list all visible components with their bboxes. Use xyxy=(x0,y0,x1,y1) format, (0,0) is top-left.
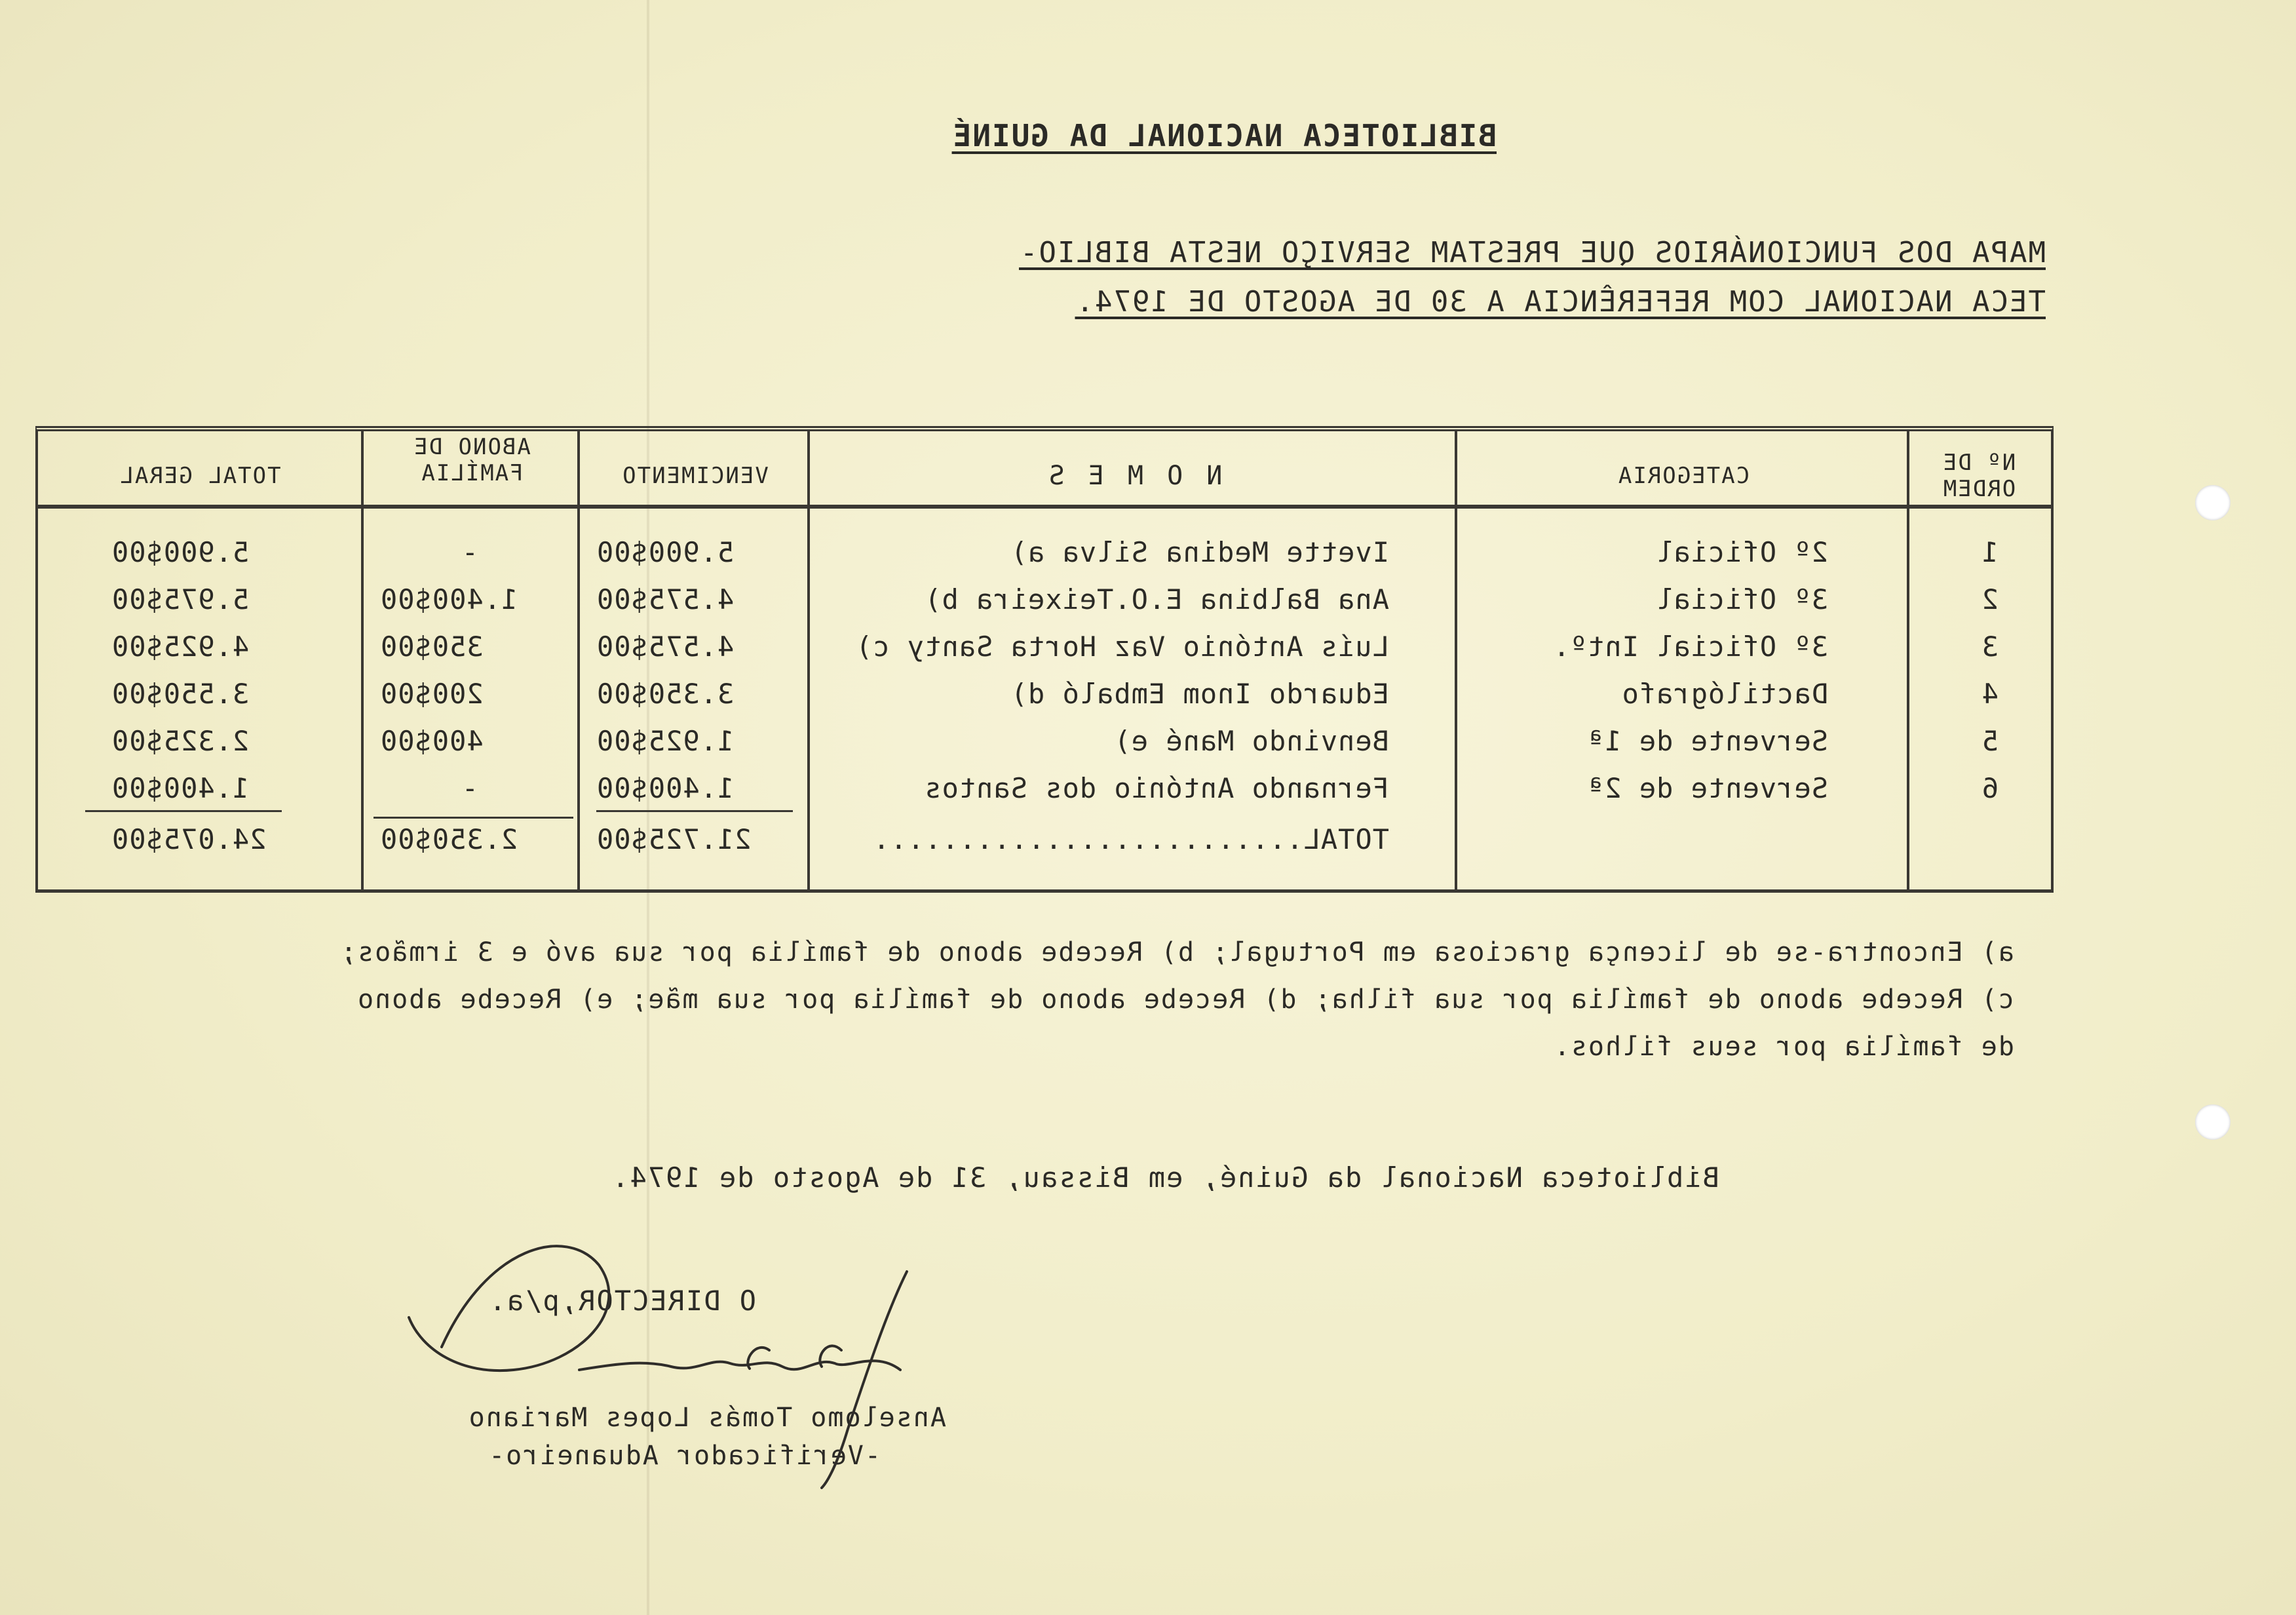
cell-ordem: 3 xyxy=(1981,631,1999,663)
cell-nome: Benvindo Mané e) xyxy=(1113,725,1389,757)
cell-abono: - xyxy=(461,536,478,568)
cell-vencimento: 3.350$00 xyxy=(596,678,735,710)
header-abono: ABONO DE FAMÍLIA xyxy=(413,434,531,486)
cell-abono: 1.400$00 xyxy=(380,583,518,615)
cell-nome: Ana Balbina E.O.Teixeira b) xyxy=(924,583,1389,615)
cell-vencimento: 5.900$00 xyxy=(596,536,735,568)
note-line2: c) Recebe abono de família por sua filha; d) Recebe abono de família por sua mãe; e) Recebe abono xyxy=(356,984,2014,1015)
cell-total: 3.550$00 xyxy=(111,678,250,710)
cell-ordem: 6 xyxy=(1981,772,1999,804)
cell-nome: Ivette Medina Silva a) xyxy=(1010,536,1389,568)
cell-nome: Fernando António dos Santos xyxy=(924,772,1389,804)
totals-vencimento: 21.725$00 xyxy=(596,823,752,855)
cell-ordem: 5 xyxy=(1981,725,1999,757)
header-total: TOTAL GERAL xyxy=(119,463,281,489)
place-date: Biblioteca Nacional da Guiné, em Bissau, 31 de Agosto de 1974. xyxy=(611,1161,1719,1194)
header-categoria: CATEGORIA xyxy=(1617,463,1750,489)
header-nomes: N O M E S xyxy=(1044,461,1223,491)
cell-abono: - xyxy=(461,772,478,804)
cell-total: 1.400$00 xyxy=(111,772,250,804)
cell-abono: 200$00 xyxy=(380,678,484,710)
totals-total: 24.075$00 xyxy=(111,823,267,855)
cell-nome: Eduardo Inom Embaló d) xyxy=(1010,678,1389,710)
cell-categoria: 3º Oficial xyxy=(1656,583,1828,615)
cell-vencimento: 1.400$00 xyxy=(596,772,735,804)
document-title-line1: MAPA DOS FUNCIONÁRIOS QUE PRESTAM SERVIÇO NESTA BIBLIO- xyxy=(1019,236,2046,269)
cell-categoria: Dactilógrafo xyxy=(1621,678,1828,710)
totals-abono: 2.350$00 xyxy=(380,823,518,855)
signatory-role: O DIRECTOR,p/a. xyxy=(488,1285,756,1317)
cell-total: 5.900$00 xyxy=(111,536,250,568)
cell-total: 2.325$00 xyxy=(111,725,250,757)
institution-title: BIBLIOTECA NACIONAL DA GUINÉ xyxy=(951,118,1497,153)
cell-categoria: Servente de 1ª xyxy=(1586,725,1828,757)
cell-abono: 350$00 xyxy=(380,631,484,663)
header-vencimento: VENCIMENTO xyxy=(621,463,769,489)
cell-categoria: 3º Oficial Intº. xyxy=(1552,631,1828,663)
cell-nome: Luís António Vaz Horta Santy c) xyxy=(855,631,1389,663)
cell-ordem: 2 xyxy=(1981,583,1999,615)
cell-abono: 400$00 xyxy=(380,725,484,757)
signatory-title: -Verificador Aduaneiro- xyxy=(488,1441,881,1471)
totals-label: TOTAL......................... xyxy=(872,823,1389,855)
cell-categoria: Servente de 2ª xyxy=(1586,772,1828,804)
cell-vencimento: 4.575$00 xyxy=(596,631,735,663)
note-line1: a) Encontra-se de licença graciosa em Portugal; b) Recebe abono de família por sua avó e 3 irmãos; xyxy=(339,937,2014,967)
document-title-line2: TECA NACIONAL COM REFERÊNCIA A 30 DE AGOSTO DE 1974. xyxy=(1075,285,2046,319)
cell-ordem: 4 xyxy=(1981,678,1999,710)
punch-hole xyxy=(2195,1104,2230,1140)
cell-vencimento: 1.925$00 xyxy=(596,725,735,757)
signatory-name: Anselomo Tomás Lopes Mariano xyxy=(467,1403,946,1433)
cell-total: 4.925$00 xyxy=(111,631,250,663)
punch-hole xyxy=(2195,485,2230,520)
cell-ordem: 1 xyxy=(1981,536,1999,568)
note-line3: de família por seus filhos. xyxy=(1552,1032,2014,1062)
header-ordem: Nº DE ORDEM xyxy=(1942,450,2016,502)
cell-vencimento: 4.575$00 xyxy=(596,583,735,615)
cell-total: 5.975$00 xyxy=(111,583,250,615)
cell-categoria: 2º Oficial xyxy=(1656,536,1828,568)
